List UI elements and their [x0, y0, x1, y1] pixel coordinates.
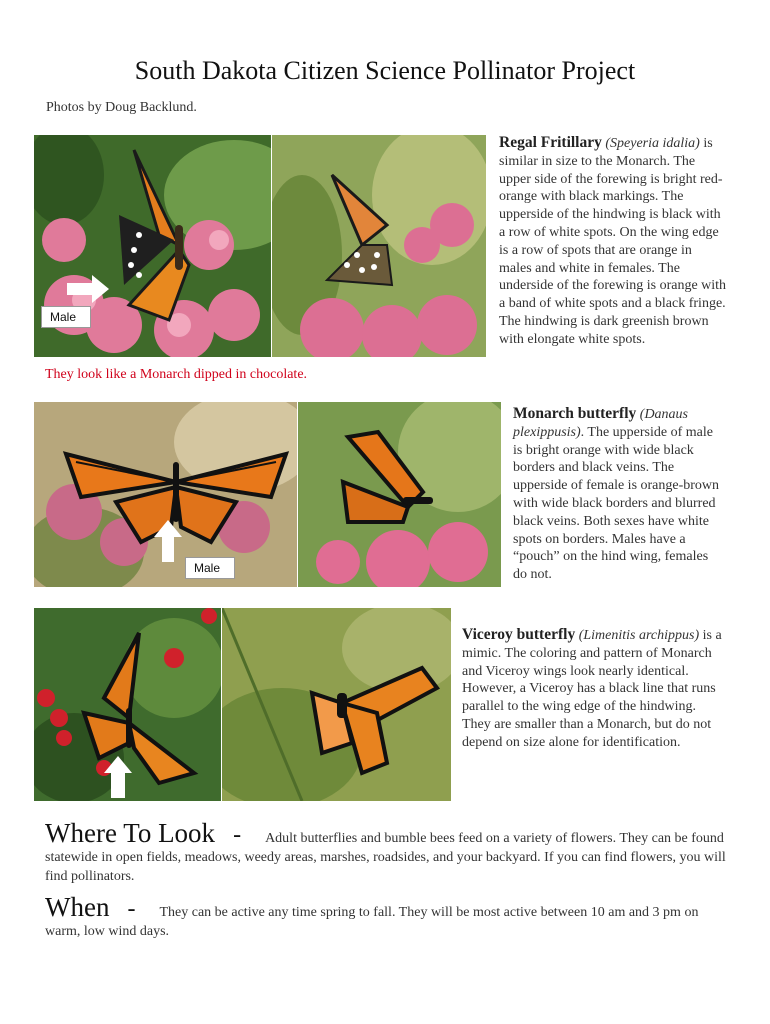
regal-fritillary-photo-female [272, 135, 486, 357]
monarch-description [513, 405, 725, 584]
when-dash: - [127, 896, 136, 922]
viceroy-description [462, 626, 724, 752]
regal-tagline: They look like a Monarch dipped in chocolate. [45, 367, 308, 382]
regal-description-text: is similar in size to the Monarch. The upper side of the forewing is bright red-orange with black markings. The upperside of the hindwing is black with a row of white spots. On the wing edge is a row of spots that are orange in males and white in females. The underside of the forewing is orange with a band of white spots and a black fringe. The hindwing is dark greenish brown with elongate white spots. [499, 136, 727, 347]
where-dash: - [233, 822, 242, 848]
male-label: Male [41, 306, 91, 328]
viceroy-description-text: is a mimic. The coloring and pattern of Monarch and Viceroy wings look nearly identical. However, a Viceroy has a black line that runs parallel to the wing edge of the hindwing. They are smaller than a Monarch, but do not depend on size alone for identification. [462, 628, 722, 750]
viceroy-scientific-name: (Limenitis archippus) [578, 628, 700, 643]
monarch-common-name: Monarch butterfly [513, 405, 637, 422]
regal-description [499, 134, 727, 349]
page-title: South Dakota Citizen Science Pollinator Project [134, 56, 636, 85]
monarch-male-label: Male [185, 557, 235, 579]
monarch-description-text: . The upperside of male is bright orange with wide black borders and black veins. The upperside of female is orange-brown with wide black borders and blurred black veins. Both sexes have white spots on borders. Males have a “pouch” on the hind wing, females do not. [513, 424, 720, 583]
monarch-photo-female [298, 402, 501, 587]
when-heading: When [45, 892, 110, 922]
when-section [45, 892, 735, 941]
regal-common-name: Regal Fritillary [499, 134, 602, 151]
where-text: Adult butterflies and bumble bees feed on a variety of flowers. They can be found statewide in open fields, meadows, weedy areas, marshes, roadsides, and your backyard. If you can find flowers, you will find pollinators. [45, 831, 726, 884]
monarch-scientific-name: (Danaus plexippusis) [513, 407, 689, 440]
viceroy-photo-2 [222, 608, 451, 801]
monarch-photo-male [34, 402, 297, 587]
viceroy-common-name: Viceroy butterfly [462, 626, 576, 643]
where-to-look-section [45, 818, 735, 886]
regal-scientific-name: (Speyeria idalia) [605, 136, 700, 151]
viceroy-photo-1 [34, 608, 221, 801]
when-text: They can be active any time spring to fall. They will be most active between 10 am and 3 pm on warm, low wind days. [45, 905, 699, 939]
where-heading: Where To Look [45, 818, 216, 848]
photo-credit: Photos by Doug Backlund. [46, 100, 197, 115]
